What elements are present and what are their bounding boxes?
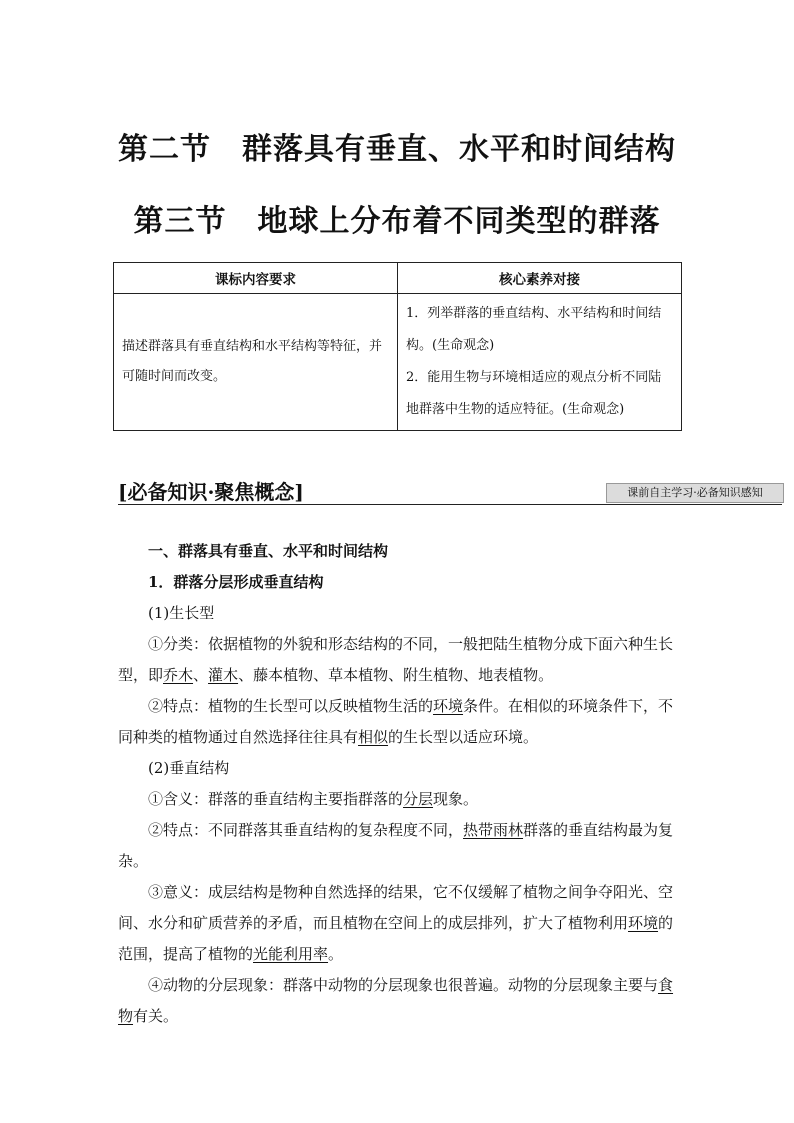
text-run: 现象。 [433,790,479,808]
text-run: 的生长型以适应环境。 [388,728,539,746]
underlined-term: 光能利用率 [253,945,329,963]
table-header-row [114,263,682,294]
competency-item-1: 1．列举群落的垂直结构、水平结构和时间结构。(生命观念) [406,306,662,353]
section-divider [118,504,782,505]
text-run: ③意义：成层结构是物种自然选择的结果，它不仅缓解了植物之间争夺阳光、空间、水分和矿质营养的矛盾，而且植物在空间上的成层排列，扩大了植物利用 [118,883,674,932]
paragraph-characteristics [118,691,678,753]
text-run: 、藤本植物、草本植物、附生植物、地表植物。 [238,666,554,684]
text-run: 的范围，提高了植物的 [118,914,674,963]
table-row [114,294,682,431]
curriculum-standards-table [113,262,682,431]
text-run: 。 [328,945,344,963]
underlined-term: 分层 [403,790,434,808]
paragraph-classification [118,629,678,691]
section-2-title: 第二节 群落具有垂直、水平和时间结构 [118,132,676,167]
underlined-term: 乔木 [163,666,194,684]
curriculum-requirement-cell: 描述群落具有垂直结构和水平结构等特征，并可随时间而改变。 [114,294,398,431]
core-competency-cell [398,294,682,431]
underlined-term: 灌木 [208,666,239,684]
text-run: ④动物的分层现象：群落中动物的分层现象也很普遍。动物的分层现象主要与 [148,976,659,994]
section-header-tag: 课前自主学习·必备知识感知 [606,483,784,503]
text-run: ①分类：依据植物的外貌和形态结构的不同，一般把陆生植物分成下面六种生长型，即 [118,635,674,684]
header-core-competencies: 核心素养对接 [398,263,682,294]
header-curriculum-requirements: 课标内容要求 [114,263,398,294]
text-run: ②特点：植物的生长型可以反映植物生活的 [148,697,434,715]
heading-level-2: 1．群落分层形成垂直结构 [148,573,324,591]
heading-level-1: 一、群落具有垂直、水平和时间结构 [148,542,389,560]
underlined-term: 相似 [358,728,389,746]
text-run: 、 [193,666,209,684]
paragraph-features [118,815,678,877]
text-run: 有关。 [133,1007,179,1025]
underlined-term: 环境 [628,914,659,932]
paragraph-animal-stratification [118,970,678,1032]
underlined-term: 热带雨林 [463,821,524,839]
paragraph-significance [118,877,678,970]
section-header-label: [必备知识·聚焦概念] [118,480,304,504]
section-3-title: 第三节 地球上分布着不同类型的群落 [133,204,661,239]
subheading-vertical-structure: (2)垂直结构 [148,759,230,777]
paragraph-meaning [118,784,678,815]
text-run: ①含义：群落的垂直结构主要指群落的 [148,790,404,808]
underlined-term: 环境 [433,697,464,715]
text-run: ②特点：不同群落其垂直结构的复杂程度不同， [148,821,464,839]
underlined-term: 食物 [118,976,674,1025]
competency-item-2: 2．能用生物与环境相适应的观点分析不同陆地群落中生物的适应特征。(生命观念) [406,370,662,417]
subheading-growth-form: (1)生长型 [148,604,215,622]
main-content [118,536,678,1032]
text-run: 群落的垂直结构最为复杂。 [118,821,674,870]
text-run: 条件。在相似的环境条件下，不同种类的植物通过自然选择往往具有 [118,697,674,746]
